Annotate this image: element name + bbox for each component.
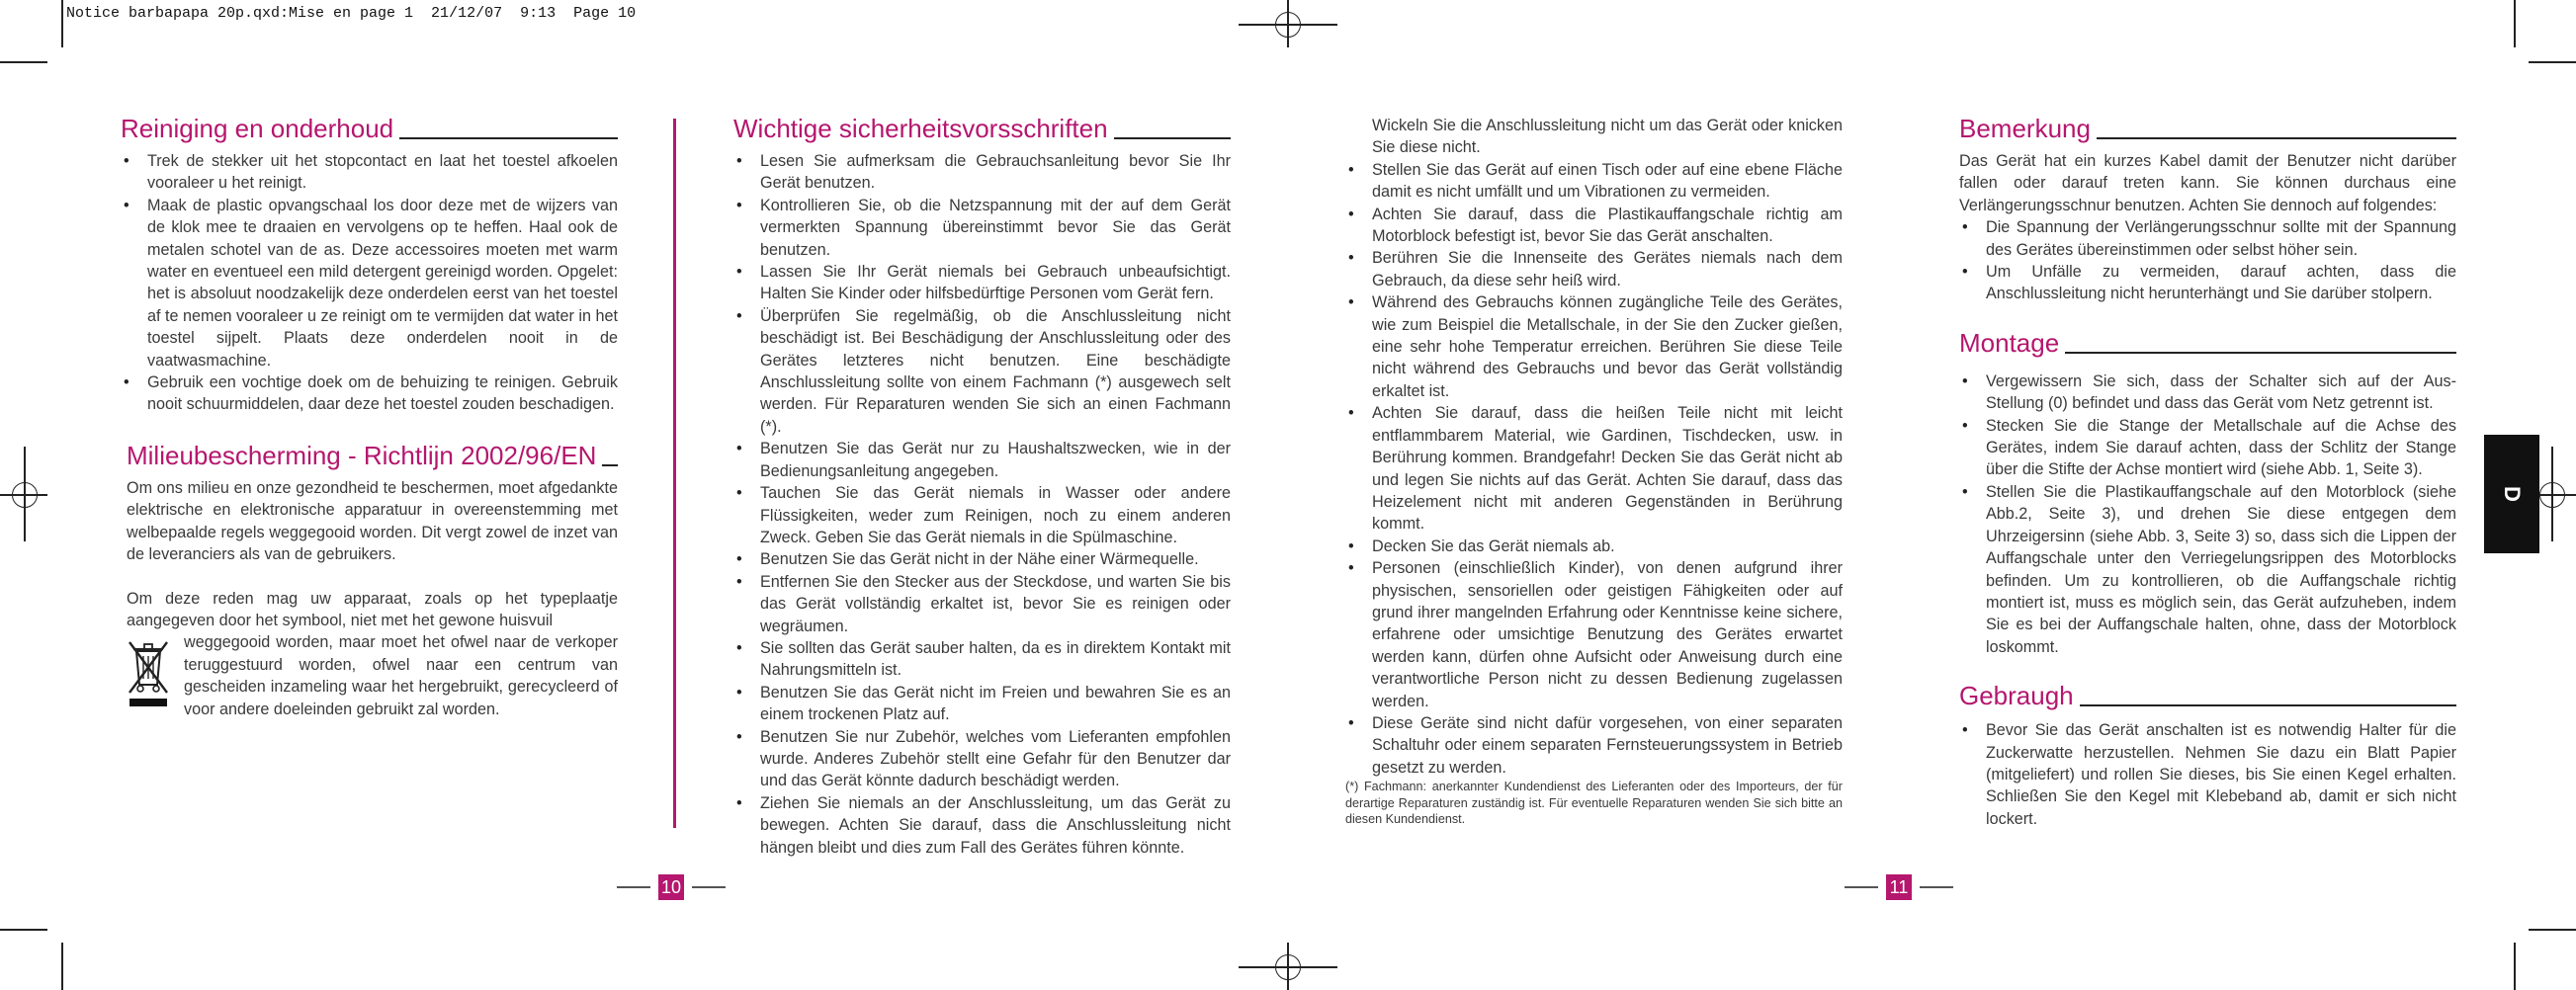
column-dutch xyxy=(121,113,618,720)
crop-mark xyxy=(0,61,47,63)
list-item: • Überprüfen Sie regelmäßig, ob die Anschlussleitung nicht beschädigt ist. Bei Beschädigung der Anschlussleitung oder des Gerätes letzteres nicht benutzen. Eine beschädigte Anschlussleitung sollte von einem Fachmann (*) ausgewech selt werden. Für Reparaturen wenden Sie sich an einen Fachmann (*). xyxy=(733,305,1231,438)
environment-paragraph: Om ons milieu en onze gezondheid te beschermen, moet afgedankte elektrische en elektronische apparatuur in overeenstemming met welbepaalde regels weggegooid worden. Dit vergt zowel de inzet van de leveranciers als van de gebruikers. xyxy=(127,478,618,564)
list-item: • Decken Sie das Gerät niemals ab. xyxy=(1345,536,1843,557)
safety-continued-lead: Wickeln Sie die Anschlussleitung nicht um das Gerät oder knicken Sie diese nicht. xyxy=(1372,117,1843,157)
crop-mark xyxy=(2529,61,2576,63)
registration-circle xyxy=(1275,12,1301,38)
language-tab xyxy=(2484,435,2539,553)
remark-list xyxy=(1959,216,2456,305)
registration-circle xyxy=(12,482,38,508)
heading-use xyxy=(1959,680,2456,711)
list-item: • Berühren Sie die Innenseite des Gerätes niemals nach dem Gebrauch, da diese sehr heiß wird. xyxy=(1345,247,1843,291)
registration-circle xyxy=(1275,954,1301,980)
list-item: • Lesen Sie aufmerksam die Gebrauchsanleitung bevor Sie Ihr Gerät benutzen. xyxy=(733,150,1231,195)
cleaning-list xyxy=(121,150,618,416)
heading-safety xyxy=(733,113,1231,144)
page-number xyxy=(617,874,726,900)
list-item: • Um Unfälle zu vermeiden, darauf achten, dass die Anschlussleitung nicht herunterhängt und Sie darüber stolpern. xyxy=(1959,261,2456,305)
list-item: • Benutzen Sie nur Zubehör, welches vom Lieferanten empfohlen wurde. Anderes Zubehör stellt eine Gefahr für den Benutzer dar und das Gerät könnte dadurch beschädigt werden. xyxy=(733,726,1231,792)
registration-circle xyxy=(2539,482,2565,508)
list-item: • Sie sollten das Gerät sauber halten, da es in direktem Kontakt mit Nahrungsmitteln ist. xyxy=(733,637,1231,682)
list-item: • Maak de plastic opvangschaal los door deze met de wijzers van de klok mee te draaien en vervolgens op te heffen. Haal ook de metalen schotel van de as. Deze accessoires moeten met warm water en eventueel een mild detergent gereinigd worden. Opgelet: het is absoluut noodzakelijk deze onderdelen eerst van het toestel af te nemen vooraleer u ze reinigt om te vermijden dat water in het toestel sijpelt. Plaats deze onderdelen nooit in de vaatwasmachine. xyxy=(121,195,618,371)
list-item: • Ziehen Sie niemals an der Anschlussleitung, um das Gerät zu bewegen. Achten Sie darauf, dass die Anschlussleitung nicht hängen bleibt und dies zum Fall des Gerätes führen könnte. xyxy=(733,792,1231,859)
remark-intro: Das Gerät hat ein kurzes Kabel damit der Benutzer nicht darüber fallen oder darauf treten kann. Sie können durchaus eine Verlängerungsschnur benutzen. Achten Sie dennoch auf folgendes: xyxy=(1959,152,2456,214)
environment-paragraph: weggegooid worden, maar moet het ofwel naar de verkoper teruggestuurd worden, ofwel naar een centrum van gescheiden inzameling waar het hergebruikt, gerecycleerd of voor andere doeleinden gebruikt zal worden. xyxy=(184,633,618,718)
crop-mark xyxy=(2514,943,2516,990)
heading-environment-text: Milieubescherming - Richtlijn 2002/96/EN xyxy=(127,440,597,470)
list-item: • Gebruik een vochtige doek om de behuizing te reinigen. Gebruik nooit schuurmiddelen, daar deze het toestel zouden beschadigen. xyxy=(121,371,618,416)
list-item: • Trek de stekker uit het stopcontact en laat het toestel afkoelen vooraleer u het reinigt. xyxy=(121,150,618,195)
heading-remark-text: Bemerkung xyxy=(1959,114,2091,143)
heading-safety-text: Wichtige sicherheitsvorsschriften xyxy=(733,114,1108,143)
printer-slug: Notice barbapapa 20p.qxd:Mise en page 1 21/12/07 9:13 Page 10 xyxy=(66,5,637,22)
column-instructions xyxy=(1959,113,2456,830)
column-safety-continued xyxy=(1345,115,1843,828)
page-number-value: 10 xyxy=(658,874,684,900)
list-item: • Stellen Sie das Gerät auf einen Tisch oder auf eine ebene Fläche damit es nicht umfällt und um Vibrationen zu vermeiden. xyxy=(1345,159,1843,204)
list-item: • Achten Sie darauf, dass die heißen Teile nicht mit leicht entflammbarem Material, wie Gardinen, Tischdecken, usw. in Berührung kommen. Brandgefahr! Decken Sie das Gerät nicht ab und legen Sie nichts auf das Gerät. Achten Sie darauf, dass das Heizelement nicht mit anderen Gegenständen in Berührung kommt. xyxy=(1345,402,1843,535)
list-item: • Vergewissern Sie sich, dass der Schalter sich auf der Aus-Stellung (0) befindet und dass das Gerät vom Netz getrennt ist. xyxy=(1959,371,2456,415)
heading-cleaning xyxy=(121,113,618,144)
list-item: • Die Spannung der Verlängerungsschnur sollte mit der Spannung des Gerätes übereinstimmen oder selbst höher sein. xyxy=(1959,216,2456,261)
list-item: • Stellen Sie die Plastikauffangschale auf den Motorblock (siehe Abb.2, Seite 3), und drehen Sie diese entgegen dem Uhrzeigersinn (siehe Abb. 3, Seite 3) so, dass sich die Lippen der Auffangschale unter den Verriegelungsrippen des Motorblocks befinden. Um zu kontrollieren, ob die Auffangschale richtig montiert ist, muss es möglich sein, das Gerät aufzuheben, indem Sie es bei der Auffangschale halten, ohne, dass der Motorblock loskommt. xyxy=(1959,481,2456,658)
page-number-value: 11 xyxy=(1886,874,1912,900)
safety-list xyxy=(733,150,1231,859)
list-item: • Achten Sie darauf, dass die Plastikauffangschale richtig am Motorblock befestigt ist, bevor Sie das Gerät anschalten. xyxy=(1345,204,1843,248)
list-item: • Diese Geräte sind nicht dafür vorgesehen, von einer separaten Schaltuhr oder einem separaten Fernsteuerungssystem in Betrieb gesetzt zu werden. xyxy=(1345,712,1843,779)
crop-mark xyxy=(61,0,63,47)
list-item: • Benutzen Sie das Gerät nur zu Haushaltszwecken, wie in der Bedienungsanleitung angegeben. xyxy=(733,438,1231,482)
list-item: • Während des Gebrauchs können zugängliche Teile des Gerätes, wie zum Beispiel die Metallschale, in der Sie den Zucker gießen, eine sehr hohe Temperatur erreichen. Berühren Sie diese Teile nicht während des Gebrauchs und bevor das Gerät vollständig erkaltet ist. xyxy=(1345,291,1843,402)
page-number xyxy=(1845,874,1953,900)
heading-cleaning-text: Reiniging en onderhoud xyxy=(121,114,394,143)
heading-use-text: Gebraugh xyxy=(1959,681,2074,711)
list-item: • Benutzen Sie das Gerät nicht in der Nähe einer Wärmequelle. xyxy=(733,548,1231,570)
list-item: • Stecken Sie die Stange der Metallschale auf die Achse des Gerätes, indem Sie darauf achten, dass der Schlitz der Stange über die Stifte der Achse montiert wird (siehe Abb. 1, Seite 3). xyxy=(1959,415,2456,481)
environment-paragraph: Om deze reden mag uw apparaat, zoals op het typeplaatje aangegeven door het symbool, niet met het gewone huisvuil xyxy=(127,589,618,629)
assembly-list xyxy=(1959,371,2456,658)
column-safety xyxy=(733,113,1231,859)
list-item: • Personen (einschließlich Kinder), von denen aufgrund ihrer physischen, sensoriellen oder geistigen Fähigkeiten oder auf grund ihrer mangelnden Erfahrung oder Kenntnisse keine sichere, erfahrene oder umsichtige Benutzung des Gerätes erwartet werden kann, dürfen ohne Aufsicht oder Anweisung durch eine verantwortliche Person nicht zu dessen Bedienung zugelassen werden. xyxy=(1345,557,1843,712)
crop-mark xyxy=(2514,0,2516,47)
crop-mark xyxy=(0,929,47,931)
column-divider xyxy=(673,119,676,828)
crop-mark xyxy=(61,943,63,990)
list-item: • Entfernen Sie den Stecker aus der Steckdose, und warten Sie bis das Gerät vollständig erkaltet ist, bevor Sie es reinigen oder wegräumen. xyxy=(733,571,1231,637)
safety-continued-list xyxy=(1345,159,1843,779)
list-item: • Kontrollieren Sie, ob die Netzspannung mit der auf dem Gerät vermerkten Spannung übereinstimmt bevor Sie das Gerät benutzen. xyxy=(733,195,1231,261)
list-item: • Bevor Sie das Gerät anschalten ist es notwendig Halter für die Zuckerwatte herzustellen. Nehmen Sie dazu ein Blatt Papier (mitgeliefert) und rollen Sie dieses, bis Sie einen Kegel erhalten. Schließen Sie den Kegel mit Klebeband ab, damit er sich nicht lockert. xyxy=(1959,719,2456,830)
footnote: (*) Fachmann: anerkannter Kundendienst des Lieferanten oder des Importeurs, der für derartige Reparaturen zuständig ist. Für eventuelle Reparaturen wenden Sie sich bitte an diesen Kundendienst. xyxy=(1345,780,1843,827)
list-item: • Lassen Sie Ihr Gerät niemals bei Gebrauch unbeaufsichtigt. Halten Sie Kinder oder hilfsbedürftige Personen vom Gerät fern. xyxy=(733,261,1231,305)
use-list xyxy=(1959,719,2456,830)
heading-assembly xyxy=(1959,327,2456,359)
list-item: • Tauchen Sie das Gerät niemals in Wasser oder andere Flüssigkeiten, weder zum Reinigen, noch zu einem anderen Zweck. Geben Sie das Gerät niemals in die Spülmaschine. xyxy=(733,482,1231,548)
language-tab-label: D xyxy=(2499,486,2525,502)
heading-assembly-text: Montage xyxy=(1959,327,2060,358)
heading-remark xyxy=(1959,113,2456,144)
crossed-out-bin-icon xyxy=(127,637,170,708)
heading-environment xyxy=(127,440,618,471)
crop-mark xyxy=(2529,929,2576,931)
list-item: • Benutzen Sie das Gerät nicht im Freien und bewahren Sie es an einem trockenen Platz auf. xyxy=(733,682,1231,726)
